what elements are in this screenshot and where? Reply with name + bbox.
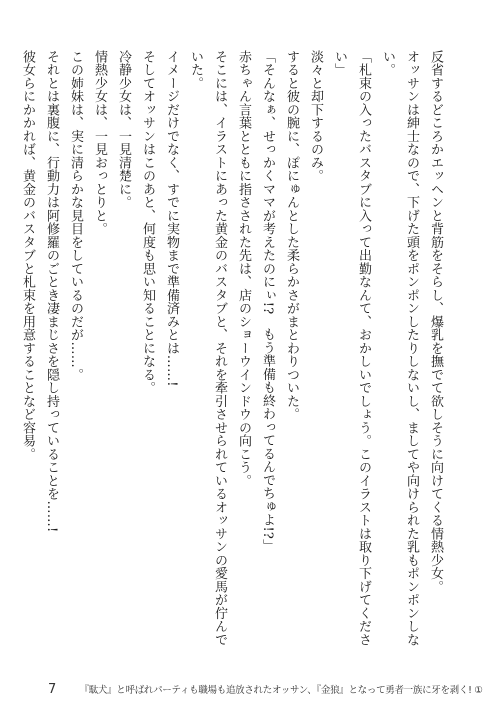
paragraph: そこには、イラストにあった黄金のバスタブと、それを牽引させられているオッサンの愛馬が佇んでいた。 (188, 50, 227, 647)
paragraph: 赤ちゃん言葉とともに指さされた先は、店のショーウインドウの向こう。 (236, 50, 251, 488)
paragraph: この姉妹は、実に清らかな見目をしているのだが……。 (68, 50, 83, 382)
page-number: 7 (48, 682, 57, 697)
paragraph: オッサンは紳士なので、下げた頭をポンポンしたりしないし、ましてや向けられた乳もポンポンしない。 (380, 50, 419, 647)
paragraph: 冷静少女は、一見清楚に。 (116, 50, 131, 209)
page-footer (48, 682, 483, 700)
paragraph: 反省するどころかエッヘンと背筋をそらし、爆乳を撫でて欲しそうに向けてくる情熱少女。 (428, 50, 443, 594)
paragraph: イメージだけでなく、すでに実物まで準備済みとは……! (164, 50, 179, 387)
paragraph: そしてオッサンはこのあと、何度も思い知ることになる。 (140, 50, 155, 395)
running-title: 『駄犬』と呼ばれパーティも職場も追放されたオッサン、『金狼』となって勇者一族に牙を剥く! ① (79, 685, 483, 696)
paragraph: 「札束の入ったバスタブに入って出勤なんて、おかしいでしょう。このイラストは取り下げてください」 (332, 50, 371, 647)
paragraph: それとは裏腹に、行動力は阿修羅のごとき凄まじさを隠し持っていることを……! (44, 50, 59, 533)
body-text (20, 50, 447, 650)
paragraph: 「そんなぁ、せっかくママが考えたのにぃ!? もう準備も終わってるんでちゅよ!?」 (260, 50, 275, 553)
paragraph: すると彼の腕に、ぽにゅんとした柔らかさがまとわりついた。 (284, 50, 299, 421)
paragraph: 彼女らにかかれば、黄金のバスタブと札束を用意することなど容易。 (20, 50, 35, 461)
paragraph: 情熱少女は、一見おっとりと。 (92, 50, 107, 236)
paragraph: 淡々と却下するのみ。 (308, 50, 323, 183)
